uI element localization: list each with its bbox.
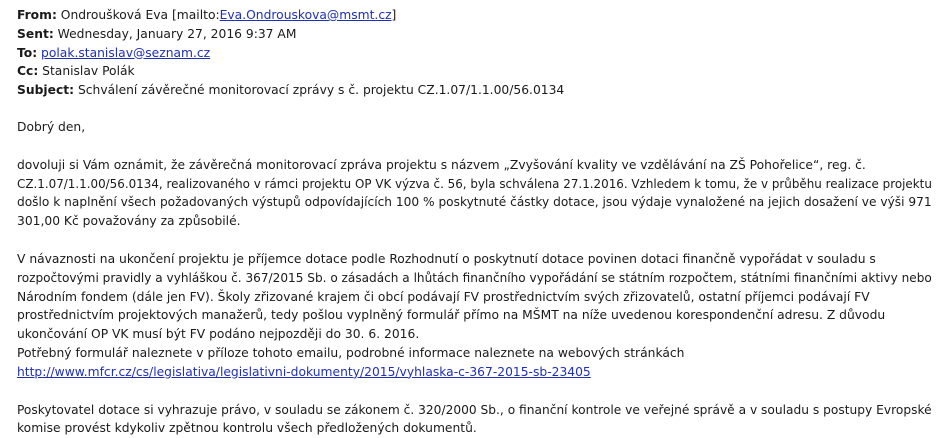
paragraph-line: V návaznosti na ukončení projektu je příjemce dotace podle Rozhodnutí o poskytnutí dotace povinen dotaci finančně vypořádat v souladu s — [17, 251, 876, 266]
sent-label: Sent: — [17, 26, 54, 41]
sent-row — [17, 25, 932, 44]
legislation-link[interactable]: http://www.mfcr.cz/cs/legislativa/legislativni-dokumenty/2015/vyhlaska-c-367-2015-sb-23405 — [17, 364, 591, 379]
sent-value: Wednesday, January 27, 2016 9:37 AM — [57, 26, 297, 41]
paragraph-approval — [17, 156, 932, 231]
paragraph-line: ukončování OP VK musí být FV podáno nejpozději do 30. 6. 2016. — [17, 327, 420, 342]
paragraph-line: došlo k naplnění všech požadovaných výstupů odpovídajících 100 % poskytnuté částky dotace, jsou výdaje vynaložené na jejich dosažení ve výši 971 — [17, 195, 932, 210]
from-name: Ondroušková Eva [mailto: — [60, 8, 220, 22]
paragraph-line: prostřednictvím projektových manažerů, tedy pošlou vyplněný formulář přímo na MŠMT na níže uvedenou korespondenční adresu. Z důvodu — [17, 308, 886, 323]
paragraph-line: Potřebný formulář naleznete v příloze tohoto emailu, podrobné informace naleznete na webových stránkách — [17, 345, 685, 360]
subject-row — [17, 81, 932, 100]
to-row — [17, 44, 932, 63]
to-email-link[interactable]: polak.stanislav@seznam.cz — [41, 45, 211, 60]
paragraph-settlement — [17, 250, 932, 382]
cc-row — [17, 62, 932, 81]
from-suffix: ] — [391, 8, 397, 22]
paragraph-line: CZ.1.07/1.1.00/56.0134, realizovaného v rámci projektu OP VK výzva č. 56, byla schválena 27.1.2016. Vzhledem k tomu, že v průběhu realizace projektu — [17, 176, 932, 191]
email-message — [17, 6, 932, 438]
greeting: Dobrý den, — [17, 119, 86, 134]
cc-label: Cc: — [17, 64, 39, 79]
from-label: From: — [17, 8, 57, 22]
from-row — [17, 6, 932, 25]
paragraph-line: dovoluji si Vám oznámit, že závěrečná monitorovací zpráva projektu s názvem „Zvyšování kvality ve vzdělávání na ZŠ Pohořelice“, reg. č. — [17, 157, 866, 172]
subject-value: Schválení závěrečné monitorovací zprávy s č. projektu CZ.1.07/1.1.00/56.0134 — [77, 83, 565, 98]
paragraph-line: 301,00 Kč považovány za způsobilé. — [17, 214, 241, 229]
from-email-link[interactable]: Eva.Ondrouskova@msmt.cz — [219, 8, 392, 22]
to-label: To: — [17, 45, 38, 60]
paragraph-line: Národním fondem (dále jen FV). Školy zřizované krajem či obcí podávají FV prostřednictvím svých zřizovatelů, ostatní příjemci podávají FV — [17, 289, 870, 304]
paragraph-control — [17, 401, 932, 438]
paragraph-line: komise provést kdykoliv zpětnou kontrolu všech předložených dokumentů. — [17, 421, 477, 436]
subject-label: Subject: — [17, 83, 75, 98]
paragraph-line: rozpočtovými pravidly a vyhláškou č. 367/2015 Sb. o zásadách a lhůtách finančního vypořádání se státním rozpočtem, státními finančními aktivy nebo — [17, 270, 932, 285]
cc-value: Stanislav Polák — [42, 64, 135, 79]
paragraph-line: Poskytovatel dotace si vyhrazuje právo, v souladu se zákonem č. 320/2000 Sb., o finanční kontrole ve veřejné správě a v souladu s postupy Evropské — [17, 402, 932, 417]
